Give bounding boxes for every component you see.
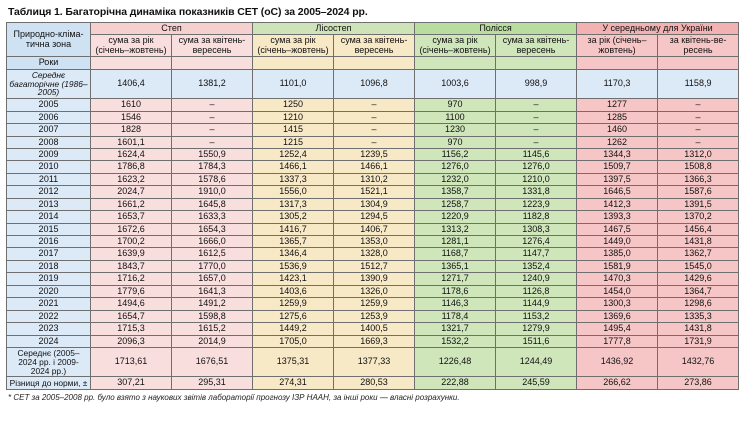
cell-ukraine-year: 1412,3 xyxy=(577,198,658,210)
cell-ukraine-apr-sep: – xyxy=(658,111,739,123)
cell-avg-step-apr-sep: 1676,51 xyxy=(172,347,253,376)
header-polissia-year: сума за рік (січень–жовтень) xyxy=(415,35,496,57)
cell-avg-polissia-apr-sep: 1244,49 xyxy=(496,347,577,376)
table-row xyxy=(7,111,739,123)
row-label-year: 2021 xyxy=(7,298,91,310)
cell-forest-apr-sep: 1326,0 xyxy=(334,285,415,297)
cell-norm-ukraine-year: 1170,3 xyxy=(577,69,658,98)
spacer-cell xyxy=(91,57,172,69)
cell-polissia-year: 1313,2 xyxy=(415,223,496,235)
table-header-years xyxy=(7,57,739,69)
cell-norm-ukraine-apr-sep: 1158,9 xyxy=(658,69,739,98)
cell-step-apr-sep: 1641,3 xyxy=(172,285,253,297)
cell-step-year: 1843,7 xyxy=(91,260,172,272)
sums-of-effective-temperatures-table xyxy=(6,22,739,390)
cell-step-apr-sep: – xyxy=(172,136,253,148)
table-row xyxy=(7,148,739,160)
cell-ukraine-apr-sep: 1456,4 xyxy=(658,223,739,235)
row-label-average: Середнє (2005–2024 рр. і 2009-2024 рр.) xyxy=(7,347,91,376)
row-label-year: 2019 xyxy=(7,273,91,285)
cell-forest-year: 1536,9 xyxy=(253,260,334,272)
header-step-apr-sep: сума за квітень-вересень xyxy=(172,35,253,57)
cell-ukraine-year: 1460 xyxy=(577,124,658,136)
cell-ukraine-apr-sep: 1508,8 xyxy=(658,161,739,173)
cell-forest-year: 1250 xyxy=(253,99,334,111)
cell-step-apr-sep: 1784,3 xyxy=(172,161,253,173)
table-row xyxy=(7,310,739,322)
cell-ukraine-apr-sep: 1431,8 xyxy=(658,323,739,335)
cell-step-year: 1661,2 xyxy=(91,198,172,210)
cell-forest-apr-sep: 1390,9 xyxy=(334,273,415,285)
table-row xyxy=(7,161,739,173)
row-label-year: 2015 xyxy=(7,223,91,235)
cell-polissia-apr-sep: 1182,8 xyxy=(496,211,577,223)
cell-step-year: 1716,2 xyxy=(91,273,172,285)
header-zone-label: Природно-кліма-тична зона xyxy=(7,23,91,57)
cell-step-year: 1546 xyxy=(91,111,172,123)
cell-forest-year: 1466,1 xyxy=(253,161,334,173)
cell-step-year: 2024,7 xyxy=(91,186,172,198)
cell-forest-apr-sep: – xyxy=(334,99,415,111)
cell-diff-ukraine-year: 266,62 xyxy=(577,377,658,389)
cell-avg-forest-year: 1375,31 xyxy=(253,347,334,376)
cell-forest-year: 1403,6 xyxy=(253,285,334,297)
cell-polissia-apr-sep: – xyxy=(496,111,577,123)
cell-avg-ukraine-year: 1436,92 xyxy=(577,347,658,376)
cell-step-apr-sep: 1612,5 xyxy=(172,248,253,260)
cell-forest-apr-sep: – xyxy=(334,124,415,136)
cell-forest-year: 1556,0 xyxy=(253,186,334,198)
cell-ukraine-apr-sep: 1362,7 xyxy=(658,248,739,260)
cell-ukraine-year: 1344,3 xyxy=(577,148,658,160)
cell-ukraine-year: 1581,9 xyxy=(577,260,658,272)
table-row xyxy=(7,298,739,310)
row-label-year: 2024 xyxy=(7,335,91,347)
table-row xyxy=(7,335,739,347)
cell-polissia-year: 1365,1 xyxy=(415,260,496,272)
header-zone-polissia: Полісся xyxy=(415,23,577,35)
cell-norm-forest-apr-sep: 1096,8 xyxy=(334,69,415,98)
cell-forest-apr-sep: 1294,5 xyxy=(334,211,415,223)
table-caption: Таблиця 1. Багаторічна динаміка показників СЕТ (оС) за 2005–2024 рр. xyxy=(8,6,368,18)
table-row-average xyxy=(7,347,739,376)
cell-forest-year: 1423,1 xyxy=(253,273,334,285)
spacer-cell xyxy=(658,57,739,69)
header-forest-steppe-apr-sep: сума за квітень-вересень xyxy=(334,35,415,57)
cell-ukraine-apr-sep: – xyxy=(658,136,739,148)
cell-ukraine-apr-sep: 1335,3 xyxy=(658,310,739,322)
cell-polissia-apr-sep: – xyxy=(496,124,577,136)
table-row xyxy=(7,248,739,260)
cell-step-apr-sep: 1657,0 xyxy=(172,273,253,285)
cell-step-year: 1654,7 xyxy=(91,310,172,322)
cell-ukraine-apr-sep: – xyxy=(658,99,739,111)
cell-norm-step-year: 1406,4 xyxy=(91,69,172,98)
table-row-difference xyxy=(7,377,739,389)
cell-forest-year: 1705,0 xyxy=(253,335,334,347)
cell-polissia-apr-sep: 1308,3 xyxy=(496,223,577,235)
row-label-norm: Середнє багаторічне (1986–2005) xyxy=(7,69,91,98)
table-row xyxy=(7,99,739,111)
cell-diff-forest-year: 274,31 xyxy=(253,377,334,389)
table-row xyxy=(7,285,739,297)
cell-forest-year: 1210 xyxy=(253,111,334,123)
cell-forest-year: 1215 xyxy=(253,136,334,148)
table-row xyxy=(7,124,739,136)
cell-forest-apr-sep: 1304,9 xyxy=(334,198,415,210)
cell-step-year: 1610 xyxy=(91,99,172,111)
row-label-year: 2014 xyxy=(7,211,91,223)
cell-avg-forest-apr-sep: 1377,33 xyxy=(334,347,415,376)
cell-polissia-year: 1220,9 xyxy=(415,211,496,223)
cell-polissia-apr-sep: 1352,4 xyxy=(496,260,577,272)
table-row xyxy=(7,260,739,272)
row-label-year: 2011 xyxy=(7,173,91,185)
cell-forest-apr-sep: 1466,1 xyxy=(334,161,415,173)
cell-ukraine-year: 1509,7 xyxy=(577,161,658,173)
header-zone-ukraine-average: У середньому для України xyxy=(577,23,739,35)
cell-polissia-year: 1358,7 xyxy=(415,186,496,198)
spacer-cell xyxy=(496,57,577,69)
cell-polissia-apr-sep: 1276,4 xyxy=(496,236,577,248)
cell-norm-polissia-apr-sep: 998,9 xyxy=(496,69,577,98)
cell-polissia-year: 1271,7 xyxy=(415,273,496,285)
cell-polissia-apr-sep: 1279,9 xyxy=(496,323,577,335)
header-years-label: Роки xyxy=(7,57,91,69)
row-label-year: 2020 xyxy=(7,285,91,297)
cell-ukraine-apr-sep: 1391,5 xyxy=(658,198,739,210)
cell-polissia-apr-sep: 1223,9 xyxy=(496,198,577,210)
cell-forest-year: 1275,6 xyxy=(253,310,334,322)
row-label-year: 2017 xyxy=(7,248,91,260)
cell-step-year: 1639,9 xyxy=(91,248,172,260)
cell-forest-apr-sep: – xyxy=(334,111,415,123)
cell-ukraine-year: 1646,5 xyxy=(577,186,658,198)
cell-avg-polissia-year: 1226,48 xyxy=(415,347,496,376)
cell-polissia-year: 1232,0 xyxy=(415,173,496,185)
cell-forest-year: 1449,2 xyxy=(253,323,334,335)
cell-step-apr-sep: – xyxy=(172,111,253,123)
cell-forest-year: 1346,4 xyxy=(253,248,334,260)
header-zone-step: Степ xyxy=(91,23,253,35)
cell-step-apr-sep: 1633,3 xyxy=(172,211,253,223)
cell-step-year: 1786,8 xyxy=(91,161,172,173)
cell-ukraine-year: 1495,4 xyxy=(577,323,658,335)
cell-polissia-apr-sep: 1153,2 xyxy=(496,310,577,322)
table-row xyxy=(7,211,739,223)
cell-forest-year: 1259,9 xyxy=(253,298,334,310)
row-label-year: 2009 xyxy=(7,148,91,160)
cell-polissia-apr-sep: – xyxy=(496,99,577,111)
cell-polissia-year: 1281,1 xyxy=(415,236,496,248)
cell-norm-forest-year: 1101,0 xyxy=(253,69,334,98)
cell-ukraine-year: 1467,5 xyxy=(577,223,658,235)
cell-diff-forest-apr-sep: 280,53 xyxy=(334,377,415,389)
cell-polissia-apr-sep: 1276,0 xyxy=(496,161,577,173)
cell-forest-year: 1317,3 xyxy=(253,198,334,210)
header-forest-steppe-year: сума за рік (січень–жовтень) xyxy=(253,35,334,57)
spacer-cell xyxy=(172,57,253,69)
spacer-cell xyxy=(253,57,334,69)
cell-polissia-year: 970 xyxy=(415,136,496,148)
row-label-year: 2007 xyxy=(7,124,91,136)
cell-step-year: 2096,3 xyxy=(91,335,172,347)
cell-ukraine-year: 1277 xyxy=(577,99,658,111)
cell-polissia-apr-sep: – xyxy=(496,136,577,148)
cell-step-year: 1623,2 xyxy=(91,173,172,185)
cell-polissia-year: 1276,0 xyxy=(415,161,496,173)
cell-step-year: 1828 xyxy=(91,124,172,136)
row-label-year: 2016 xyxy=(7,236,91,248)
row-label-year: 2008 xyxy=(7,136,91,148)
cell-forest-apr-sep: 1353,0 xyxy=(334,236,415,248)
table-row xyxy=(7,136,739,148)
cell-step-apr-sep: 1578,6 xyxy=(172,173,253,185)
cell-step-apr-sep: – xyxy=(172,99,253,111)
cell-ukraine-year: 1393,3 xyxy=(577,211,658,223)
cell-step-year: 1653,7 xyxy=(91,211,172,223)
cell-step-year: 1715,3 xyxy=(91,323,172,335)
row-label-year: 2005 xyxy=(7,99,91,111)
cell-step-year: 1672,6 xyxy=(91,223,172,235)
cell-step-apr-sep: 1550,9 xyxy=(172,148,253,160)
cell-ukraine-year: 1397,5 xyxy=(577,173,658,185)
cell-forest-year: 1305,2 xyxy=(253,211,334,223)
cell-ukraine-apr-sep: 1731,9 xyxy=(658,335,739,347)
cell-ukraine-year: 1285 xyxy=(577,111,658,123)
row-label-year: 2012 xyxy=(7,186,91,198)
cell-step-apr-sep: 1654,3 xyxy=(172,223,253,235)
cell-forest-year: 1365,7 xyxy=(253,236,334,248)
cell-forest-apr-sep: 1239,5 xyxy=(334,148,415,160)
cell-ukraine-apr-sep: 1366,3 xyxy=(658,173,739,185)
cell-polissia-apr-sep: 1145,6 xyxy=(496,148,577,160)
cell-step-year: 1624,4 xyxy=(91,148,172,160)
cell-polissia-year: 1100 xyxy=(415,111,496,123)
cell-avg-ukraine-apr-sep: 1432,76 xyxy=(658,347,739,376)
header-polissia-apr-sep: сума за квітень-вересень xyxy=(496,35,577,57)
cell-ukraine-apr-sep: 1545,0 xyxy=(658,260,739,272)
cell-ukraine-year: 1300,3 xyxy=(577,298,658,310)
cell-forest-apr-sep: 1406,7 xyxy=(334,223,415,235)
cell-polissia-year: 1230 xyxy=(415,124,496,136)
cell-step-apr-sep: 1666,0 xyxy=(172,236,253,248)
cell-polissia-year: 970 xyxy=(415,99,496,111)
cell-ukraine-apr-sep: 1364,7 xyxy=(658,285,739,297)
cell-polissia-year: 1146,3 xyxy=(415,298,496,310)
cell-step-year: 1779,6 xyxy=(91,285,172,297)
cell-forest-apr-sep: 1259,9 xyxy=(334,298,415,310)
cell-norm-polissia-year: 1003,6 xyxy=(415,69,496,98)
cell-polissia-year: 1178,4 xyxy=(415,310,496,322)
header-step-year: сума за рік (січень–жовтень) xyxy=(91,35,172,57)
table-row xyxy=(7,198,739,210)
cell-ukraine-year: 1262 xyxy=(577,136,658,148)
cell-diff-ukraine-apr-sep: 273,86 xyxy=(658,377,739,389)
cell-forest-apr-sep: 1669,3 xyxy=(334,335,415,347)
cell-step-apr-sep: 2014,9 xyxy=(172,335,253,347)
table-row xyxy=(7,223,739,235)
cell-ukraine-apr-sep: 1587,6 xyxy=(658,186,739,198)
row-label-difference: Різниця до норми, ± xyxy=(7,377,91,389)
table-header-subcolumns xyxy=(7,35,739,57)
cell-diff-step-year: 307,21 xyxy=(91,377,172,389)
row-label-year: 2013 xyxy=(7,198,91,210)
cell-step-year: 1700,2 xyxy=(91,236,172,248)
cell-polissia-year: 1321,7 xyxy=(415,323,496,335)
table-row xyxy=(7,186,739,198)
cell-forest-apr-sep: 1400,5 xyxy=(334,323,415,335)
row-label-year: 2006 xyxy=(7,111,91,123)
cell-step-year: 1601,1 xyxy=(91,136,172,148)
cell-polissia-apr-sep: 1511,6 xyxy=(496,335,577,347)
cell-step-apr-sep: 1770,0 xyxy=(172,260,253,272)
cell-forest-apr-sep: 1253,9 xyxy=(334,310,415,322)
row-label-year: 2018 xyxy=(7,260,91,272)
cell-polissia-apr-sep: 1144,9 xyxy=(496,298,577,310)
cell-forest-apr-sep: – xyxy=(334,136,415,148)
cell-step-year: 1494,6 xyxy=(91,298,172,310)
table-header-zones xyxy=(7,23,739,35)
cell-forest-apr-sep: 1512,7 xyxy=(334,260,415,272)
cell-diff-polissia-apr-sep: 245,59 xyxy=(496,377,577,389)
table-row xyxy=(7,273,739,285)
spacer-cell xyxy=(334,57,415,69)
cell-polissia-year: 1156,2 xyxy=(415,148,496,160)
row-label-year: 2010 xyxy=(7,161,91,173)
cell-forest-apr-sep: 1310,2 xyxy=(334,173,415,185)
table-row xyxy=(7,173,739,185)
row-label-year: 2022 xyxy=(7,310,91,322)
cell-step-apr-sep: 1598,8 xyxy=(172,310,253,322)
cell-avg-step-year: 1713,61 xyxy=(91,347,172,376)
cell-ukraine-year: 1470,3 xyxy=(577,273,658,285)
cell-polissia-apr-sep: 1126,8 xyxy=(496,285,577,297)
table-body xyxy=(7,69,739,389)
header-zone-forest-steppe: Лісостеп xyxy=(253,23,415,35)
cell-forest-year: 1416,7 xyxy=(253,223,334,235)
header-ukraine-apr-sep: за квітень-ве-ресень xyxy=(658,35,739,57)
spacer-cell xyxy=(415,57,496,69)
cell-ukraine-apr-sep: 1429,6 xyxy=(658,273,739,285)
cell-polissia-year: 1168,7 xyxy=(415,248,496,260)
spacer-cell xyxy=(577,57,658,69)
cell-forest-apr-sep: 1521,1 xyxy=(334,186,415,198)
table-row xyxy=(7,323,739,335)
cell-polissia-apr-sep: 1240,9 xyxy=(496,273,577,285)
cell-step-apr-sep: 1491,2 xyxy=(172,298,253,310)
cell-ukraine-apr-sep: 1312,0 xyxy=(658,148,739,160)
cell-step-apr-sep: 1645,8 xyxy=(172,198,253,210)
cell-forest-year: 1337,3 xyxy=(253,173,334,185)
header-ukraine-year: за рік (січень–жовтень) xyxy=(577,35,658,57)
cell-forest-year: 1415 xyxy=(253,124,334,136)
cell-diff-polissia-year: 222,88 xyxy=(415,377,496,389)
cell-step-apr-sep: 1615,2 xyxy=(172,323,253,335)
cell-ukraine-apr-sep: 1370,2 xyxy=(658,211,739,223)
cell-polissia-year: 1258,7 xyxy=(415,198,496,210)
cell-norm-step-apr-sep: 1381,2 xyxy=(172,69,253,98)
cell-polissia-apr-sep: 1331,8 xyxy=(496,186,577,198)
cell-ukraine-apr-sep: 1431,8 xyxy=(658,236,739,248)
cell-ukraine-apr-sep: 1298,6 xyxy=(658,298,739,310)
cell-ukraine-year: 1385,0 xyxy=(577,248,658,260)
table-row xyxy=(7,236,739,248)
cell-ukraine-year: 1449,0 xyxy=(577,236,658,248)
table-row-norm xyxy=(7,69,739,98)
cell-diff-step-apr-sep: 295,31 xyxy=(172,377,253,389)
cell-polissia-apr-sep: 1147,7 xyxy=(496,248,577,260)
cell-forest-apr-sep: 1328,0 xyxy=(334,248,415,260)
cell-polissia-year: 1178,6 xyxy=(415,285,496,297)
cell-polissia-apr-sep: 1210,0 xyxy=(496,173,577,185)
cell-polissia-year: 1532,2 xyxy=(415,335,496,347)
cell-ukraine-year: 1369,6 xyxy=(577,310,658,322)
cell-step-apr-sep: – xyxy=(172,124,253,136)
cell-step-apr-sep: 1910,0 xyxy=(172,186,253,198)
cell-forest-year: 1252,4 xyxy=(253,148,334,160)
table-footnote: * СЕТ за 2005–2008 рр. було взято з наукових звітів лабораторії прогнозу ІЗР НААН, за інші роки — власні розрахунки. xyxy=(8,392,460,402)
row-label-year: 2023 xyxy=(7,323,91,335)
cell-ukraine-year: 1777,8 xyxy=(577,335,658,347)
cell-ukraine-year: 1454,0 xyxy=(577,285,658,297)
cell-ukraine-apr-sep: – xyxy=(658,124,739,136)
